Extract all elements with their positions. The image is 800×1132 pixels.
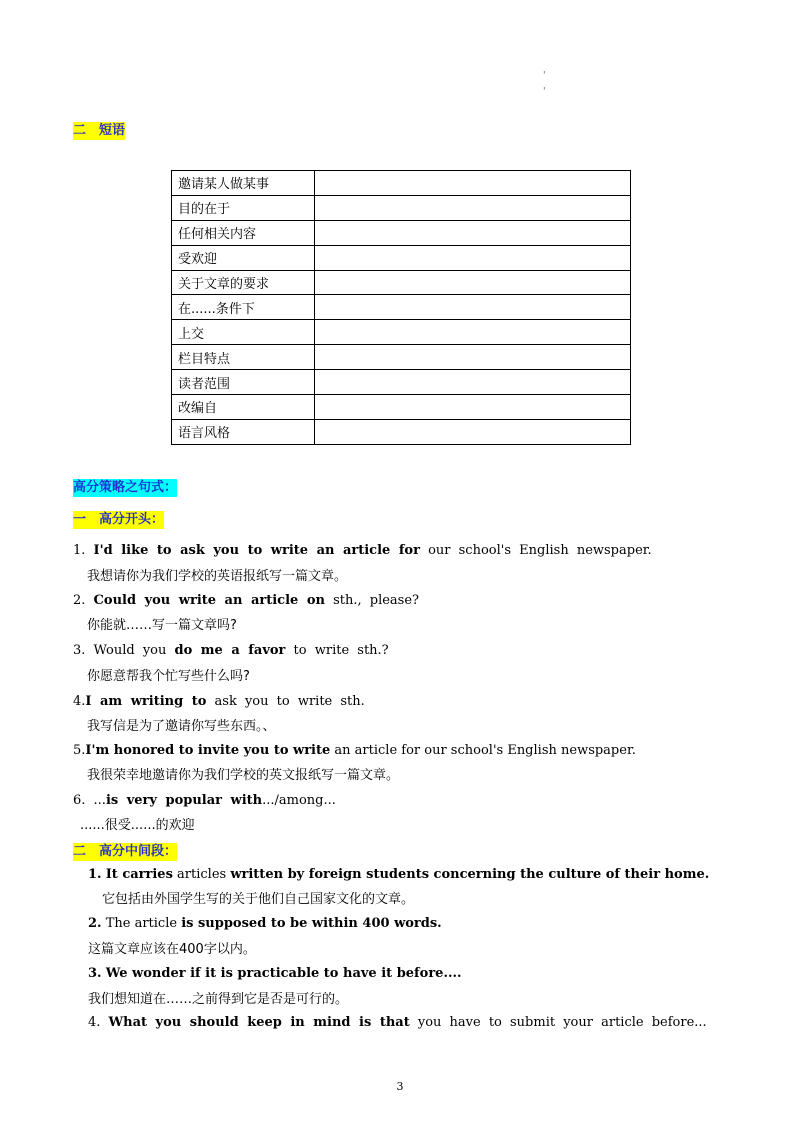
table-row [172, 220, 631, 245]
opening-item-5: 5.I'm honored to invite you to write an article for our school's English newspaper. [73, 743, 636, 758]
page-number: 3 [396, 1080, 404, 1093]
answer-cell[interactable] [315, 419, 631, 444]
middle-item-1: 1. It carries articles written by foreign students concerning the culture of their home. [88, 867, 710, 882]
table-row [172, 171, 631, 196]
opening-item-2: 2. Could you write an article on sth., please? [73, 593, 420, 608]
corner-mark: ' [543, 71, 546, 81]
phrase-cell: 目的在于 [172, 195, 315, 220]
table-row [172, 395, 631, 420]
answer-cell[interactable] [315, 195, 631, 220]
phrase-cell: 关于文章的要求 [172, 270, 315, 295]
answer-cell[interactable] [315, 370, 631, 395]
phrase-cell: 任何相关内容 [172, 220, 315, 245]
answer-cell[interactable] [315, 270, 631, 295]
phrase-cell: 邀请某人做某事 [172, 171, 315, 196]
table-row [172, 419, 631, 444]
phrase-cell: 在......条件下 [172, 295, 315, 320]
corner-mark: ' [543, 87, 546, 97]
table-row [172, 195, 631, 220]
phrase-cell: 栏目特点 [172, 345, 315, 370]
phrase-cell: 受欢迎 [172, 245, 315, 270]
middle-heading: 二 高分中间段： [73, 844, 178, 859]
answer-cell[interactable] [315, 220, 631, 245]
answer-cell[interactable] [315, 395, 631, 420]
phrase-cell: 上交 [172, 320, 315, 345]
phrase-cell: 改编自 [172, 395, 315, 420]
section-heading-phrases: 二 短语 [73, 123, 126, 138]
opening-item-6-cn: ......很受......的欢迎 [80, 818, 195, 833]
phrase-cell: 读者范围 [172, 370, 315, 395]
opening-item-1-cn: 我想请你为我们学校的英语报纸写一篇文章。 [87, 569, 348, 584]
opening-item-4-cn: 我写信是为了邀请你写些东西。、 [87, 719, 276, 734]
table-row [172, 270, 631, 295]
table-row [172, 245, 631, 270]
opening-heading: 一 高分开头： [73, 512, 165, 527]
opening-item-3: 3. Would you do me a favor to write sth.? [73, 643, 389, 658]
middle-item-2: 2. The article is supposed to be within 400 words. [88, 916, 442, 931]
middle-item-2-cn: 这篇文章应该在400字以内。 [88, 942, 256, 957]
middle-item-4: 4. What you should keep in mind is that you have to submit your article before... [88, 1015, 707, 1030]
table-row [172, 320, 631, 345]
answer-cell[interactable] [315, 171, 631, 196]
opening-item-3-cn: 你愿意帮我个忙写些什么吗? [87, 669, 250, 684]
answer-cell[interactable] [315, 245, 631, 270]
opening-item-2-cn: 你能就……写一篇文章吗? [87, 618, 237, 633]
middle-item-1-cn: 它包括由外国学生写的关于他们自己国家文化的文章。 [102, 892, 415, 907]
answer-cell[interactable] [315, 295, 631, 320]
strategy-heading: 高分策略之句式： [73, 480, 178, 495]
table-row [172, 345, 631, 370]
opening-item-1: 1. I'd like to ask you to write an article for our school's English newspaper. [73, 543, 652, 558]
opening-item-5-cn: 我很荣幸地邀请你为我们学校的英文报纸写一篇文章。 [87, 768, 400, 783]
opening-item-4: 4.I am writing to ask you to write sth. [73, 694, 365, 709]
answer-cell[interactable] [315, 320, 631, 345]
answer-cell[interactable] [315, 345, 631, 370]
table-row [172, 295, 631, 320]
table-row [172, 370, 631, 395]
middle-item-3: 3. We wonder if it is practicable to have it before.... [88, 966, 462, 981]
phrase-table [171, 170, 631, 445]
middle-item-3-cn: 我们想知道在……之前得到它是否是可行的。 [88, 992, 349, 1007]
phrase-cell: 语言风格 [172, 419, 315, 444]
opening-item-6: 6. ...is very popular with.../among... [73, 793, 336, 808]
